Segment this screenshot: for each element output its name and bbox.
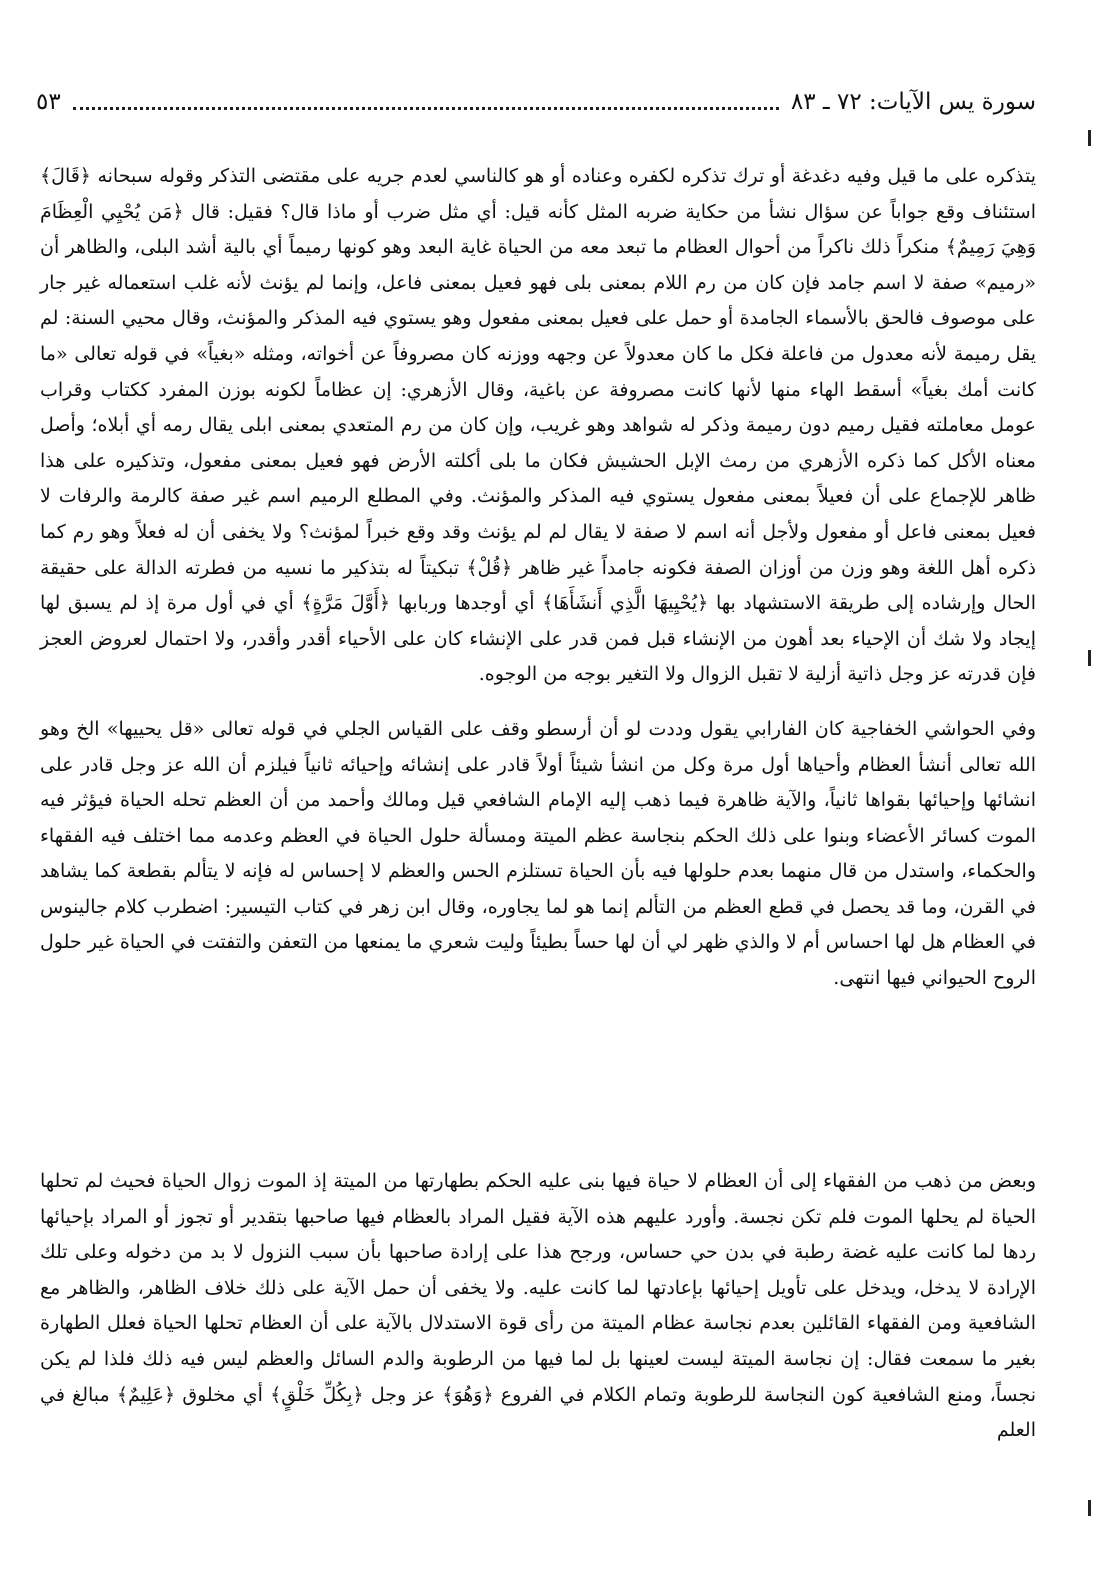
page-number: ٥٣: [36, 89, 61, 115]
margin-mark: [1088, 1500, 1091, 1516]
header-title: سورة يس الآيات: ٧٢ ـ ٨٣: [790, 89, 1036, 115]
paragraph-2: وفي الحواشي الخفاجية كان الفارابي يقول وددت لو أن أرسطو وقف على القياس الجلي في قوله تعالى «قل يحييها» الخ وهو الله تعالى أنشأ العظام وأحياها أول مرة وكل من انشأ شيئاً أولاً قادر على إنشائه وإحيائه ثانياً فيلزم أن الله عز وجل قادر على انشائها وإحيائها بقواها ثانياً، والآية ظاهرة فيما ذهب إليه الإمام الشافعي قيل ومالك وأحمد من أن العظم تحله الحياة فيؤثر فيه الموت كسائر الأعضاء وبنوا على ذلك الحكم بنجاسة عظم الميتة ومسألة حلول الحياة في العظم وعدمه مما اختلف فيه الفقهاء والحكماء، واستدل من قال منهما بعدم حلولها فيه بأن الحياة تستلزم الحس والعظم لا إحساس له فإنه لا يتألم بقطعة كما يشاهد في القرن، وما قد يحصل في قطع العظم من التألم إنما هو لما يجاوره، وقال ابن زهر في كتاب التيسير: اضطرب كلام جالينوس في العظام هل لها احساس أم لا والذي ظهر لي أن لها حساً بطيئاً وليت شعري ما يمنعها من التعفن والتفتت في الحياة غير حلول الروح الحيواني فيها انتهى.: [40, 717, 1036, 990]
margin-mark: [1088, 650, 1091, 666]
paragraph-3: وبعض من ذهب من الفقهاء إلى أن العظام لا حياة فيها بنى عليه الحكم بطهارتها من الميتة إذ الموت زوال الحياة فحيث لم تحلها الحياة لم يحلها الموت فلم تكن نجسة. وأورد عليهم هذه الآية فقيل المراد بالعظام فيها صاحبها بتقدير أو تجوز أو المراد بإحيائها ردها لما كانت عليه غضة رطبة في بدن حي حساس، ورجح هذا على إرادة صاحبها بأن سبب النزول لا بد من دخوله وعلى تلك الإرادة لا يدخل، ويدخل على تأويل إحيائها بإعادتها لما كانت عليه. ولا يخفى أن حمل الآية على ذلك خلاف الظاهر، والظاهر مع الشافعية ومن الفقهاء القائلين بعدم نجاسة عظام الميتة من رأى قوة الاستدلال بالآية على أن العظام تحلها الحياة فعلل الطهارة بغير ما سمعت فقال: إن نجاسة الميتة ليست لعينها بل لما فيها من الرطوبة والدم السائل والعظم ليس فيه ذلك فلذا لم يكن نجساً، ومنع الشافعية كون النجاسة للرطوبة وتمام الكلام في الفروع ﴿وَهُوَ﴾ عز وجل ﴿بِكُلِّ خَلْقٍ﴾ أي مخلوق ﴿عَلِيمٌ﴾ مبالغ في العلم: [40, 1170, 1036, 1442]
second-text-block: [40, 1145, 1036, 1468]
paragraph-1: يتذكره على ما قيل وفيه دغدغة أو ترك تذكره لكفره وعناده أو هو كالناسي لعدم جريه على مقتضى التذكر وقوله سبحانه ﴿قَالَ﴾ استئناف وقع جواباً عن سؤال نشأ من حكاية ضربه المثل كأنه قيل: أي مثل ضرب أو ماذا قال؟ فقيل: قال ﴿مَن يُحْيِي الْعِظَامَ وَهِيَ رَمِيمٌ﴾ منكراً ذلك ناكراً من أحوال العظام ما تبعد معه من الحياة غاية البعد وهو كونها رميماً أي بالية أشد البلى، والظاهر أن «رميم» صفة لا اسم جامد فإن كان من رم اللام بمعنى بلى فهو فعيل بمعنى فاعل، وإنما لم يؤنث لأنه غلب استعماله غير جار على موصوف فالحق بالأسماء الجامدة أو حمل على فعيل بمعنى مفعول وهو يستوي فيه المذكر والمؤنث، وقال محيي السنة: لم يقل رميمة لأنه معدول من فاعلة فكل ما كان معدولاً عن وجهه ووزنه كان مصروفاً عن أخواته، ومثله «بغياً» في قوله تعالى «ما كانت أمك بغياً» أسقط الهاء منها لأنها كانت مصروفة عن باغية، وقال الأزهري: إن عظاماً لكونه بوزن المفرد ككتاب وقراب عومل معاملته فقيل رميم دون رميمة وذكر له شواهد وهو غريب، وإن كان من رم المتعدي بمعنى ابلى يقال رمه أي أبلاه؛ وأصل معناه الأكل كما ذكره الأزهري من رمث الإبل الحشيش فكان ما بلى أكلته الأرض فهو فعيل بمعنى مفعول، وتذكيره على هذا ظاهر للإجماع على أن فعيلاً بمعنى مفعول يستوي فيه المذكر والمؤنث. وفي المطلع الرميم اسم غير صفة كالرمة والرفات لا فعيل بمعنى فاعل أو مفعول ولأجل أنه اسم لا صفة لا يقال لم لم يؤنث وقد وقع خبراً لمؤنث؟ ولا يخفى أن له فعلاً وهو رم كما ذكره أهل اللغة وهو وزن من أوزان الصفة فكونه جامداً غير ظاهر ﴿قُلْ﴾ تبكيتاً له بتذكير ما نسيه من فطرته الدالة على حقيقة الحال وإرشاده إلى طريقة الاستشهاد بها ﴿يُحْيِيهَا الَّذِي أَنشَأَهَا﴾ أي أوجدها وربابها ﴿أَوَّلَ مَرَّةٍ﴾ أي في أول مرة إذ لم يسبق لها إيجاد ولا شك أن الإحياء بعد أهون من الإنشاء قبل فمن قدر على الإنشاء كان على الأحياء أقدر وأقدر، ولا احتمال لعروض العجز فإن قدرته عز وجل ذاتية أزلية لا تقبل الزوال ولا التغير بوجه من الوجوه.: [40, 165, 1036, 686]
header-leader-dots: [73, 107, 779, 110]
main-text-block: [40, 140, 1036, 1016]
margin-mark: [1088, 130, 1091, 146]
running-header: [36, 74, 1036, 114]
